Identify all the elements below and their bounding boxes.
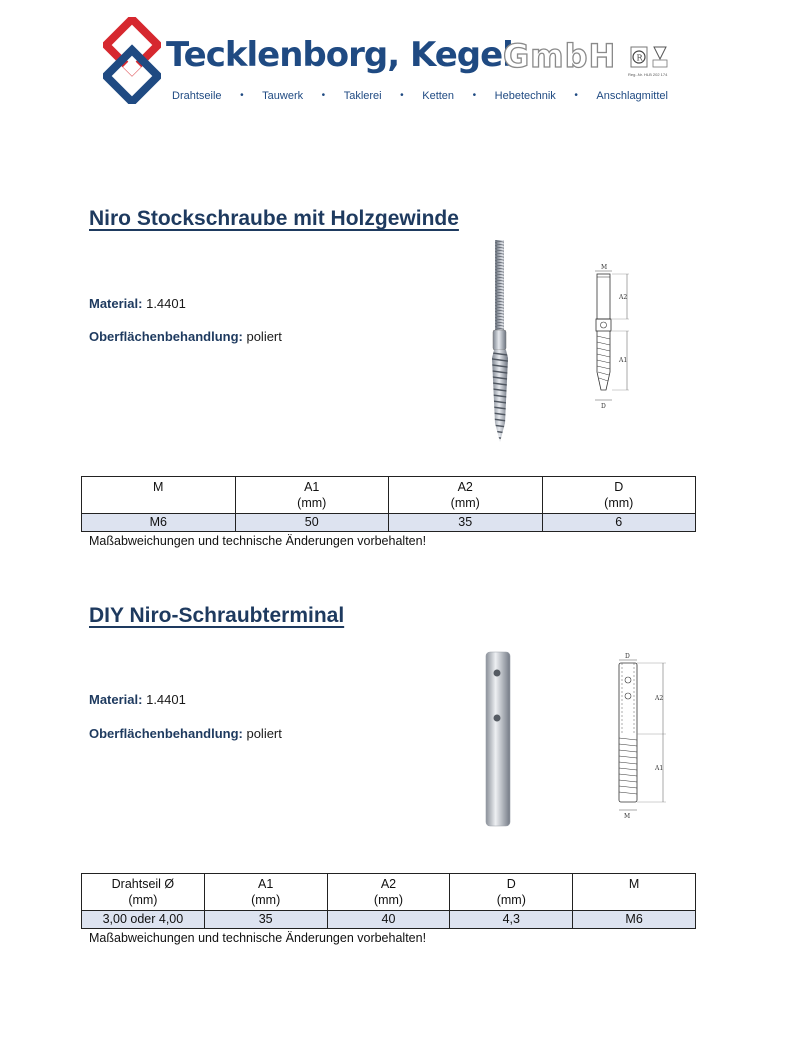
table-header-cell: M <box>573 874 696 911</box>
dim-label-top: D <box>625 653 630 660</box>
dimensions-table <box>81 873 696 929</box>
surface-line <box>89 329 282 344</box>
material-line <box>89 296 186 311</box>
table-cell: M6 <box>82 514 236 532</box>
product-title: DIY Niro-Schraubterminal <box>89 604 345 627</box>
tagline <box>172 90 668 102</box>
disclaimer-note: Maßabweichungen und technische Änderungen vorbehalten! <box>89 534 427 548</box>
product-photo-screw-terminal <box>482 650 514 835</box>
table-header-cell: D (mm) <box>542 477 696 514</box>
certification-text: Reg.-Nr. HLB 202 174 <box>628 72 668 77</box>
tagline-item: Anschlagmittel <box>596 90 668 102</box>
svg-text:R: R <box>636 53 643 63</box>
separator-dot-icon: • <box>574 90 578 101</box>
surface-label: Oberflächenbehandlung: <box>89 726 243 741</box>
table-cell: 35 <box>204 911 327 929</box>
material-label: Material: <box>89 692 143 707</box>
tagline-item: Hebetechnik <box>494 90 556 102</box>
table-header-cell: A1 (mm) <box>204 874 327 911</box>
dim-label-a1: A1 <box>619 357 628 364</box>
material-value: 1.4401 <box>146 692 186 707</box>
separator-dot-icon: • <box>321 90 326 101</box>
table-header-cell: M <box>82 477 236 514</box>
surface-value: poliert <box>246 329 282 344</box>
table-cell: M6 <box>573 911 696 929</box>
company-logo <box>103 17 161 104</box>
surface-line <box>89 726 282 741</box>
technical-drawing <box>608 650 668 827</box>
separator-dot-icon: • <box>472 90 477 101</box>
company-suffix: GmbH <box>503 37 617 75</box>
dim-label-top: M <box>601 264 608 271</box>
dim-label-a2: A2 <box>655 695 664 702</box>
product-title: Niro Stockschraube mit Holzgewinde <box>89 207 459 230</box>
separator-dot-icon: • <box>400 90 404 101</box>
table-row <box>82 911 696 929</box>
company-name: Tecklenborg, Kegel <box>166 35 513 75</box>
product-photo-hanger-bolt <box>485 238 515 453</box>
surface-label: Oberflächenbehandlung: <box>89 329 243 344</box>
dim-label-bottom: M <box>624 813 631 820</box>
table-cell: 35 <box>389 514 543 532</box>
table-header-cell: Drahtseil Ø (mm) <box>82 874 205 911</box>
tagline-item: Taklerei <box>343 90 382 102</box>
dim-label-bottom: D <box>601 403 606 410</box>
table-header-cell: D (mm) <box>450 874 573 911</box>
material-label: Material: <box>89 296 143 311</box>
table-cell: 50 <box>235 514 389 532</box>
tagline-item: Drahtseile <box>172 90 222 102</box>
table-cell: 4,3 <box>450 911 573 929</box>
material-line <box>89 692 186 707</box>
table-cell: 6 <box>542 514 696 532</box>
dim-label-a1: A1 <box>655 765 664 772</box>
separator-dot-icon: • <box>240 90 244 101</box>
dimensions-table <box>81 476 696 532</box>
table-cell: 3,00 oder 4,00 <box>82 911 205 929</box>
table-cell: 40 <box>327 911 450 929</box>
tagline-item: Ketten <box>422 90 455 102</box>
table-header-cell: A2 (mm) <box>327 874 450 911</box>
table-header-cell: A2 (mm) <box>389 477 543 514</box>
table-row <box>82 514 696 532</box>
disclaimer-note: Maßabweichungen und technische Änderungen vorbehalten! <box>89 931 427 945</box>
dim-label-a2: A2 <box>619 294 628 301</box>
surface-value: poliert <box>246 726 282 741</box>
table-header-cell: A1 (mm) <box>235 477 389 514</box>
technical-drawing <box>585 262 635 417</box>
material-value: 1.4401 <box>146 296 186 311</box>
tagline-item: Tauwerk <box>262 90 304 102</box>
